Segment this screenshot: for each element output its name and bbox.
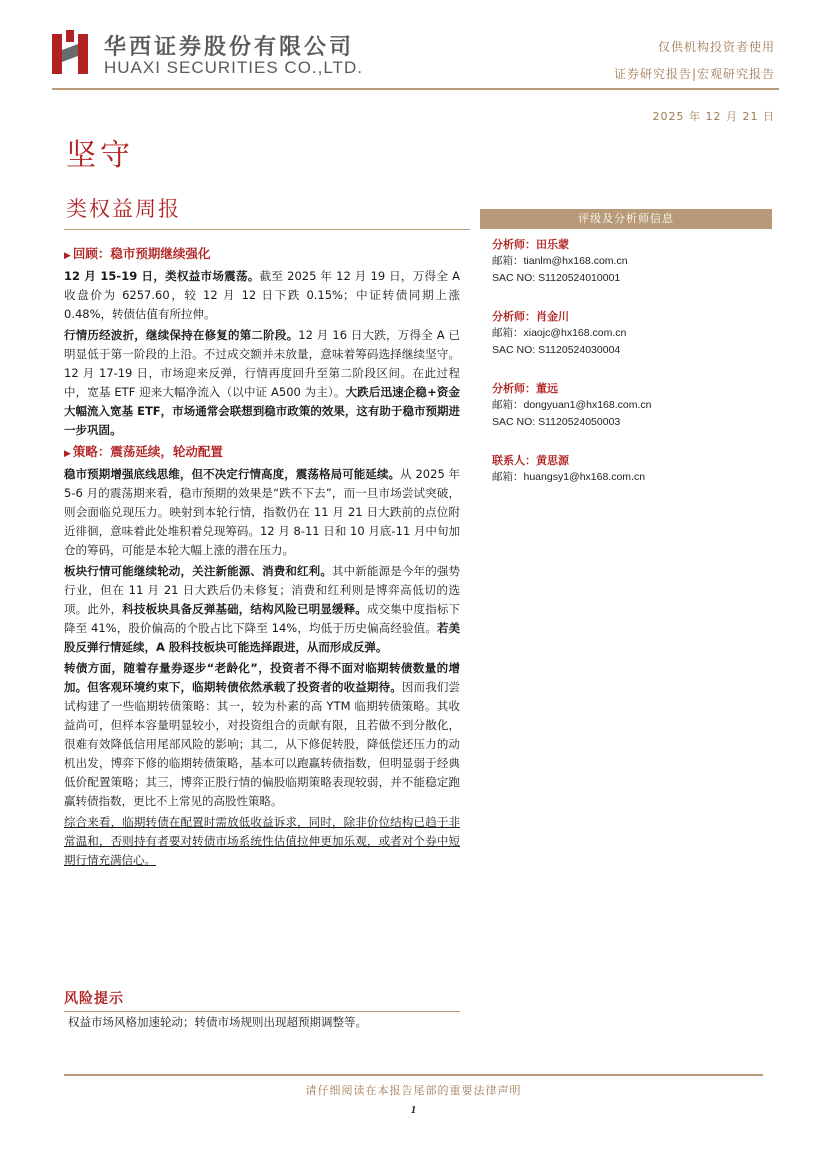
report-title: 坚守	[66, 138, 134, 173]
report-category: 证券研究报告|宏观研究报告	[613, 67, 775, 81]
risk-heading: 风险提示	[64, 988, 460, 1012]
triangle-bullet-icon: ▶	[64, 251, 71, 261]
analyst-sac: SAC NO: S1120524010001	[492, 272, 621, 284]
strategy-paragraph-3: 转债方面，随着存量券逐步“老龄化”，投资者不得不面对临期转债数量的增加。但客观环境约束下，临期转债依然承载了投资者的收益期待。因而我们尝试构建了一些临期转债策略：其一，较为朴素的高 YTM 临期转债策略。其收益尚可，但样本容量明显较小，对投资组合的贡献有限，且若做不到分散化，很难有效降低信用尾部风险的影响；其二，从下修促转股，降低偿还压力的动机出发，博弈下修的临期转债策略，基本可以跑赢转债指数，但明显弱于经典低价配置策略；其三，博弈正股行情的偏股临期策略表现较弱，并不能稳定跑赢转债指数，更比不上常见的高股性策略。	[64, 661, 460, 808]
analyst-name: 分析师：田乐蒙	[492, 238, 569, 251]
analyst-email[interactable]: 邮箱：tianlm@hx168.com.cn	[492, 255, 628, 267]
subtitle-divider	[64, 229, 470, 230]
legal-disclaimer: 请仔细阅读在本报告尾部的重要法律声明	[305, 1084, 522, 1097]
analyst-sac: SAC NO: S1120524030004	[492, 344, 621, 356]
contact-card	[492, 452, 770, 486]
footer-divider	[64, 1074, 763, 1076]
analyst-sidebar	[492, 236, 770, 507]
triangle-bullet-icon: ▶	[64, 449, 71, 459]
main-content	[64, 244, 460, 872]
section-strategy-heading: ▶ 策略：震荡延续，轮动配置	[64, 444, 223, 459]
header-divider	[52, 88, 779, 90]
company-name-cn: 华西证券股份有限公司	[104, 34, 355, 60]
analyst-name: 分析师：董远	[492, 382, 558, 395]
company-name-en: HUAXI SECURITIES CO.,LTD.	[104, 58, 363, 77]
section-review-heading: ▶ 回顾：稳市预期继续强化	[64, 246, 211, 261]
strategy-paragraph-1: 稳市预期增强底线思维，但不决定行情高度，震荡格局可能延续。从 2025 年 5-6 月的震荡期来看，稳市预期的效果是“跌不下去”，而一旦市场尝试突破，则会面临兑现压力。映射到本轮行情，指数仍在 11 月 21 日大跌前的点位附近徘徊，意味着此处堆积着兑现筹码。12 月 8-11 日和 10 月底-11 月中旬加仓的筹码，可能是本轮大幅上涨的潜在压力。	[64, 467, 461, 557]
strategy-paragraph-4: 综合来看，临期转债在配置时需放低收益诉求，同时，除非价位结构已趋于非常温和，否则持有者要对转债市场系统性估值拉伸更加乐观，或者对个券中短期行情充满信心。	[64, 815, 460, 867]
contact-name: 联系人：黄思源	[492, 454, 569, 467]
analyst-card	[492, 236, 770, 287]
contact-email[interactable]: 邮箱：huangsy1@hx168.com.cn	[492, 471, 646, 483]
analyst-info-heading: 评级及分析师信息	[480, 209, 772, 229]
huaxi-logo	[52, 30, 92, 78]
report-subtitle: 类权益周报	[66, 197, 181, 221]
page-number: 1	[410, 1104, 417, 1116]
analyst-name: 分析师：肖金川	[492, 310, 569, 323]
analyst-sac: SAC NO: S1120524050003	[492, 416, 621, 428]
audience-tag: 仅供机构投资者使用	[657, 40, 775, 54]
risk-text: 权益市场风格加速轮动；转债市场规则出现超预期调整等。	[68, 1015, 367, 1029]
review-paragraph-1: 12 月 15-19 日，类权益市场震荡。截至 2025 年 12 月 19 日，万得全 A 收盘价为 6257.60，较 12 月 12 日下跌 0.15%；中证转债同期上涨 0.48%，转债估值有所拉伸。	[64, 269, 460, 321]
review-paragraph-2: 行情历经波折，继续保持在修复的第二阶段。12 月 16 日大跌，万得全 A 已明显低于第一阶段的上沿。不过成交额并未放量，意味着筹码选择继续坚守。12 月 17-19 日，市场迎来反弹，行情再度回升至第二阶段区间。在此过程中，宽基 ETF 迎来大幅净流入（以中证 A500 为主）。大跌后迅速企稳+资金大幅流入宽基 ETF，市场通常会联想到稳市政策的效果，这有助于稳市预期进一步巩固。	[64, 328, 461, 437]
analyst-email[interactable]: 邮箱：dongyuan1@hx168.com.cn	[492, 399, 652, 411]
analyst-card	[492, 308, 770, 359]
analyst-email[interactable]: 邮箱：xiaojc@hx168.com.cn	[492, 327, 627, 339]
analyst-card	[492, 380, 770, 431]
strategy-paragraph-2: 板块行情可能继续轮动，关注新能源、消费和红利。其中新能源是今年的强势行业，但在 11 月 21 日大跌后仍未修复；消费和红利则是博弈高低切的选项。此外，科技板块具备反弹基础，结构风险已明显缓释。成交集中度指标下降至 41%，股价偏高的个股占比下降至 14%，均低于历史偏高经验值。若美股反弹行情延续，A 股科技板块可能选择跟进，从而形成反弹。	[64, 564, 461, 654]
report-date: 2025 年 12 月 21 日	[652, 110, 775, 123]
